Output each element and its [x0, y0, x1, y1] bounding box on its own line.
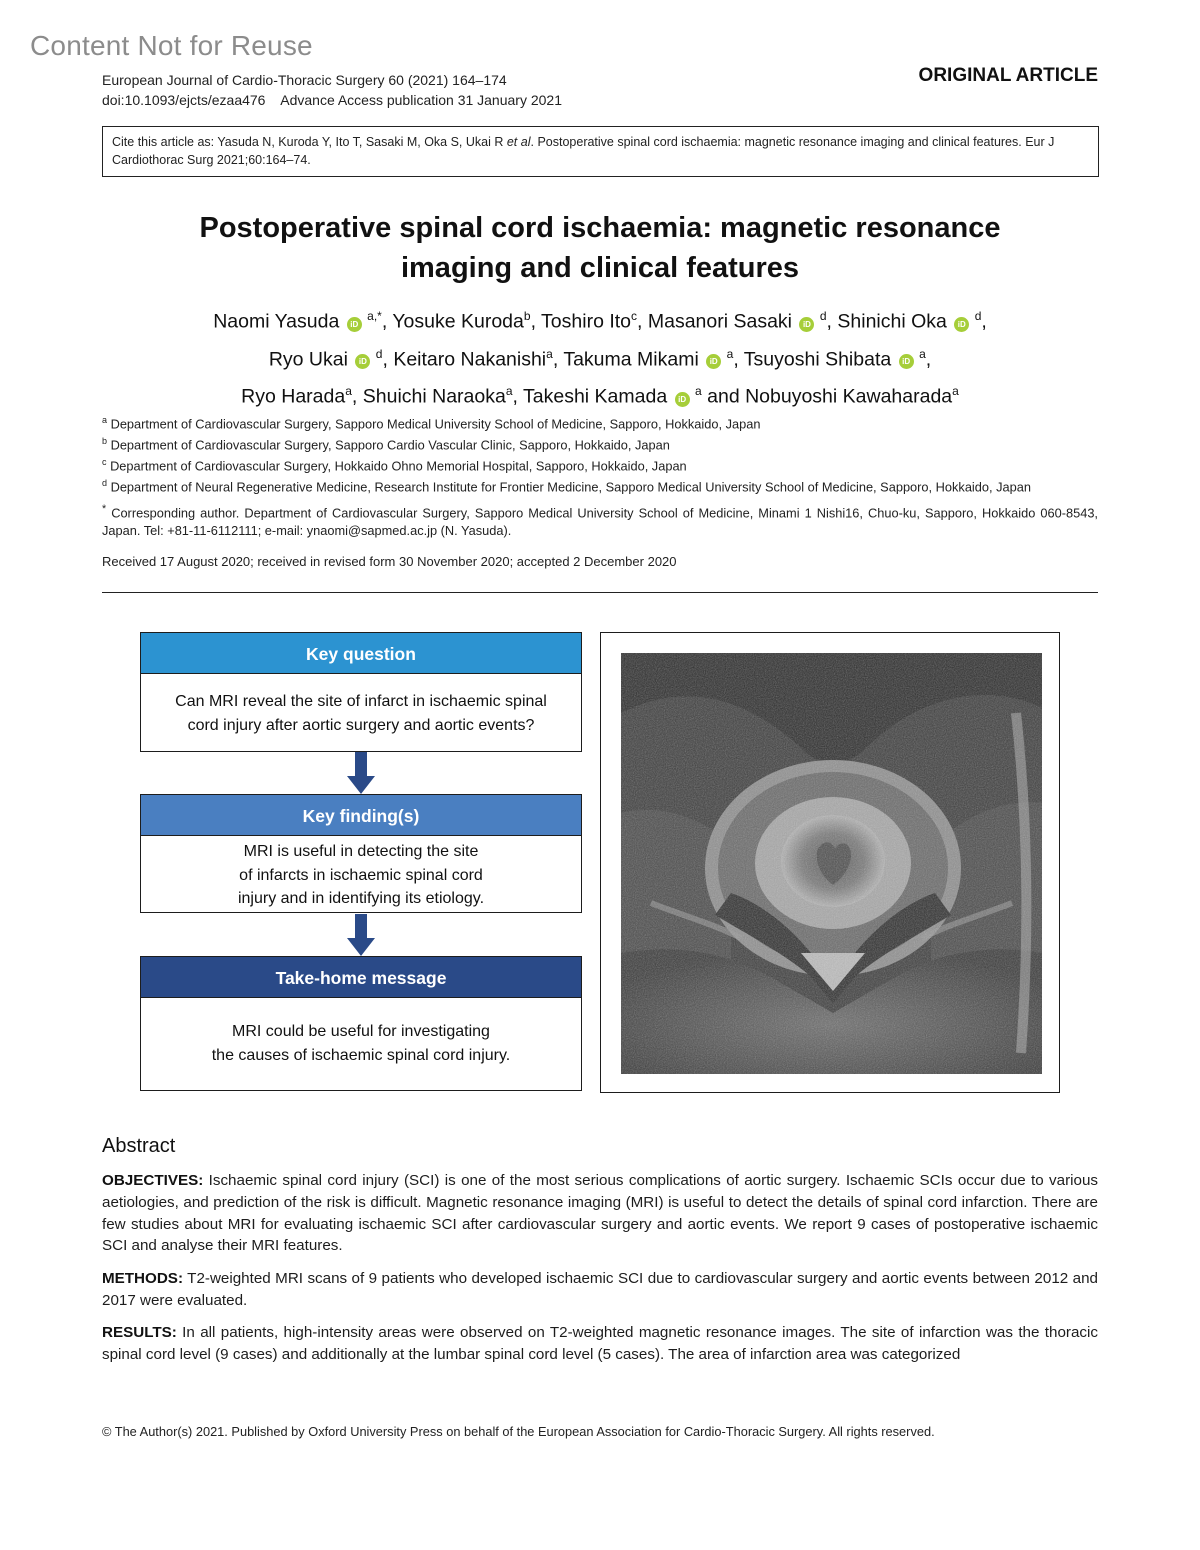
- copyright-notice: © The Author(s) 2021. Published by Oxford University Press on behalf of the European Association for Cardio-Thoracic Surgery. All rights reserved.: [102, 1424, 935, 1439]
- author-affiliation: a: [505, 384, 513, 398]
- author-name[interactable]: Shuichi Naraoka: [362, 385, 506, 408]
- author-name[interactable]: Keitaro Nakanishi: [393, 348, 547, 370]
- key-findings-line: of infarcts in ischaemic spinal cord: [239, 866, 483, 884]
- author-affiliation: a,*: [367, 309, 382, 323]
- author-separator: ,: [925, 348, 932, 370]
- affiliation-key: a: [102, 415, 108, 425]
- author-name[interactable]: Ryo Harada: [241, 385, 346, 408]
- orcid-icon[interactable]: iD: [954, 317, 969, 332]
- author-name[interactable]: Tsuyoshi Shibata: [743, 348, 892, 370]
- author-affiliation: a: [546, 346, 553, 361]
- take-home-line: the causes of ischaemic spinal cord injury.: [211, 1046, 511, 1064]
- author-separator: and: [701, 385, 746, 408]
- affiliation-item: [102, 454, 1102, 475]
- affiliation-item: [102, 412, 1102, 433]
- journal-info: [102, 70, 562, 110]
- author-separator: ,: [826, 310, 838, 333]
- author-separator: ,: [637, 310, 648, 333]
- author-affiliation: d: [375, 346, 383, 361]
- affiliation-list: [102, 412, 1102, 496]
- flow-arrow-down-icon: [347, 752, 375, 794]
- author-separator: ,: [382, 348, 394, 370]
- objectives-text: Ischaemic spinal cord injury (SCI) is one of the most serious complications of aortic surgery. Ischaemic SCIs occur due to various aetiologies, and prediction of the risk is difficult. Magnetic resonance imaging (MRI) is useful to detect the details of spinal cord infarction. There are few studies about MRI for evaluating ischaemic SCI after cardiovascular surgery and aortic events. We report 9 cases of postoperative ischaemic SCI and analyse their MRI features.: [102, 1172, 1098, 1255]
- author-name[interactable]: Naomi Yasuda: [213, 310, 340, 333]
- author-name[interactable]: Nobuyoshi Kawaharada: [745, 385, 953, 408]
- take-home-body: [140, 998, 582, 1091]
- abstract-heading: Abstract: [102, 1135, 176, 1157]
- author-separator: ,: [512, 385, 524, 408]
- key-question-line: Can MRI reveal the site of infarct in ischaemic spinal: [175, 693, 547, 710]
- affiliation-text: Department of Cardiovascular Surgery, Sapporo Cardio Vascular Clinic, Sapporo, Hokkaido, Japan: [110, 437, 670, 453]
- author-name[interactable]: Toshiro Ito: [541, 310, 632, 333]
- corresponding-author: [102, 500, 1098, 540]
- author-affiliation: d: [974, 309, 982, 323]
- affiliation-text: Department of Neural Regenerative Medicine, Research Institute for Frontier Medicine, Sapporo Medical University School of Medicine, Sapporo, Hokkaido, Japan: [110, 479, 1031, 495]
- key-findings-box: [140, 794, 582, 913]
- abstract-results: [102, 1322, 1098, 1366]
- key-findings-line: MRI is useful in detecting the site: [243, 843, 479, 860]
- take-home-line: MRI could be useful for investigating: [232, 1023, 490, 1040]
- key-findings-body: [140, 836, 582, 913]
- abstract-objectives: [102, 1170, 1098, 1257]
- author-separator: ,: [351, 385, 363, 408]
- affiliation-key: b: [102, 436, 108, 447]
- author-separator: ,: [552, 348, 564, 370]
- methods-text: T2-weighted MRI scans of 9 patients who developed ischaemic SCI due to cardiovascular surgery and aortic events between 2012 and 2017 were evaluated.: [102, 1270, 1098, 1309]
- author-affiliation: d: [819, 309, 827, 323]
- orcid-icon[interactable]: iD: [799, 317, 814, 332]
- orcid-icon[interactable]: iD: [899, 354, 914, 369]
- affiliation-item: [102, 433, 1102, 454]
- cite-etal: et al: [506, 135, 531, 149]
- author-affiliation: c: [631, 309, 638, 323]
- take-home-box: [140, 956, 582, 1091]
- author-separator: ,: [981, 310, 987, 333]
- author-separator: ,: [381, 310, 393, 333]
- orcid-icon[interactable]: iD: [675, 392, 690, 407]
- abstract-methods: [102, 1268, 1098, 1312]
- key-question-body: [140, 674, 582, 752]
- author-name[interactable]: Yosuke Kuroda: [392, 310, 524, 333]
- affiliation-item: [102, 475, 1102, 496]
- corresponding-text: Corresponding author. Department of Cardiovascular Surgery, Sapporo Medical University School of Medicine, Minami 1 Nishi16, Chuo-ku, Sapporo, Hokkaido 060-8543, Japan. Tel: +81-11-6112111; e-mail: ynaomi@sapmed.ac.jp (N. Yasuda).: [102, 505, 1098, 539]
- author-name[interactable]: Shinichi Oka: [837, 310, 947, 333]
- author-separator: ,: [733, 348, 744, 370]
- author-separator: ,: [530, 310, 542, 333]
- watermark: Content Not for Reuse: [30, 30, 313, 61]
- author-affiliation: b: [523, 309, 531, 323]
- author-affiliation: a: [919, 346, 926, 361]
- key-findings-heading: Key finding(s): [140, 794, 582, 836]
- author-line: [140, 375, 1060, 413]
- header-divider: [102, 592, 1098, 593]
- author-name[interactable]: Takuma Mikami: [563, 348, 699, 370]
- author-list: [140, 300, 1060, 413]
- affiliation-text: Department of Cardiovascular Surgery, Sapporo Medical University School of Medicine, Sapporo, Hokkaido, Japan: [110, 416, 761, 432]
- key-question-heading: Key question: [140, 632, 582, 674]
- cite-text-suffix: . Postoperative spinal cord ischaemia: magnetic resonance imaging and clinical features. Eur J Cardiothorac Surg 2021;60:164–74.: [112, 135, 1055, 167]
- key-question-box: [140, 632, 582, 752]
- journal-doi[interactable]: doi:10.1093/ejcts/ezaa476 Advance Access publication 31 January 2021: [102, 92, 562, 108]
- objectives-label: OBJECTIVES:: [102, 1172, 204, 1189]
- author-line: [140, 338, 1060, 376]
- results-label: RESULTS:: [102, 1324, 177, 1341]
- results-text: In all patients, high-intensity areas were observed on T2-weighted magnetic resonance images. The site of infarction was the thoracic spinal cord level (9 cases) and additionally at the lumbar spinal cord level (5 cases). The area of infarction area was categorized: [102, 1324, 1098, 1363]
- author-name[interactable]: Takeshi Kamada: [523, 385, 668, 408]
- key-findings-line: injury and in identifying its etiology.: [237, 890, 485, 907]
- author-name[interactable]: Ryo Ukai: [268, 348, 348, 370]
- mri-figure: [600, 632, 1060, 1093]
- author-name[interactable]: Masanori Sasaki: [647, 310, 793, 333]
- cite-text: Cite this article as: Yasuda N, Kuroda Y, Ito T, Sasaki M, Oka S, Ukai R: [112, 135, 507, 149]
- author-affiliation: a: [726, 346, 734, 361]
- author-affiliation: a: [345, 384, 352, 398]
- article-title: Postoperative spinal cord ischaemia: magnetic resonance imaging and clinical features: [199, 212, 1001, 284]
- article-type-label: ORIGINAL ARTICLE: [918, 65, 1098, 86]
- author-affiliation: a: [695, 384, 702, 398]
- methods-label: METHODS:: [102, 1270, 183, 1287]
- take-home-heading: Take-home message: [140, 956, 582, 998]
- journal-citation: European Journal of Cardio-Thoracic Surgery 60 (2021) 164–174: [102, 72, 507, 88]
- author-affiliation: a: [952, 384, 959, 398]
- author-line: [140, 300, 1060, 338]
- affiliation-key: c: [102, 457, 107, 468]
- affiliation-key: d: [102, 478, 108, 489]
- orcid-icon[interactable]: iD: [355, 354, 370, 369]
- orcid-icon[interactable]: iD: [347, 317, 362, 332]
- affiliation-text: Department of Cardiovascular Surgery, Hokkaido Ohno Memorial Hospital, Sapporo, Hokkaido, Japan: [110, 458, 687, 474]
- cite-box: [102, 126, 1099, 177]
- corresponding-marker: *: [102, 503, 107, 515]
- key-question-line: cord injury after aortic surgery and aortic events?: [187, 716, 535, 734]
- flow-arrow-down-icon: [347, 914, 375, 956]
- orcid-icon[interactable]: iD: [706, 354, 721, 369]
- received-dates: Received 17 August 2020; received in revised form 30 November 2020; accepted 2 December 2020: [102, 554, 677, 569]
- mri-axial-spine-image: [621, 653, 1042, 1074]
